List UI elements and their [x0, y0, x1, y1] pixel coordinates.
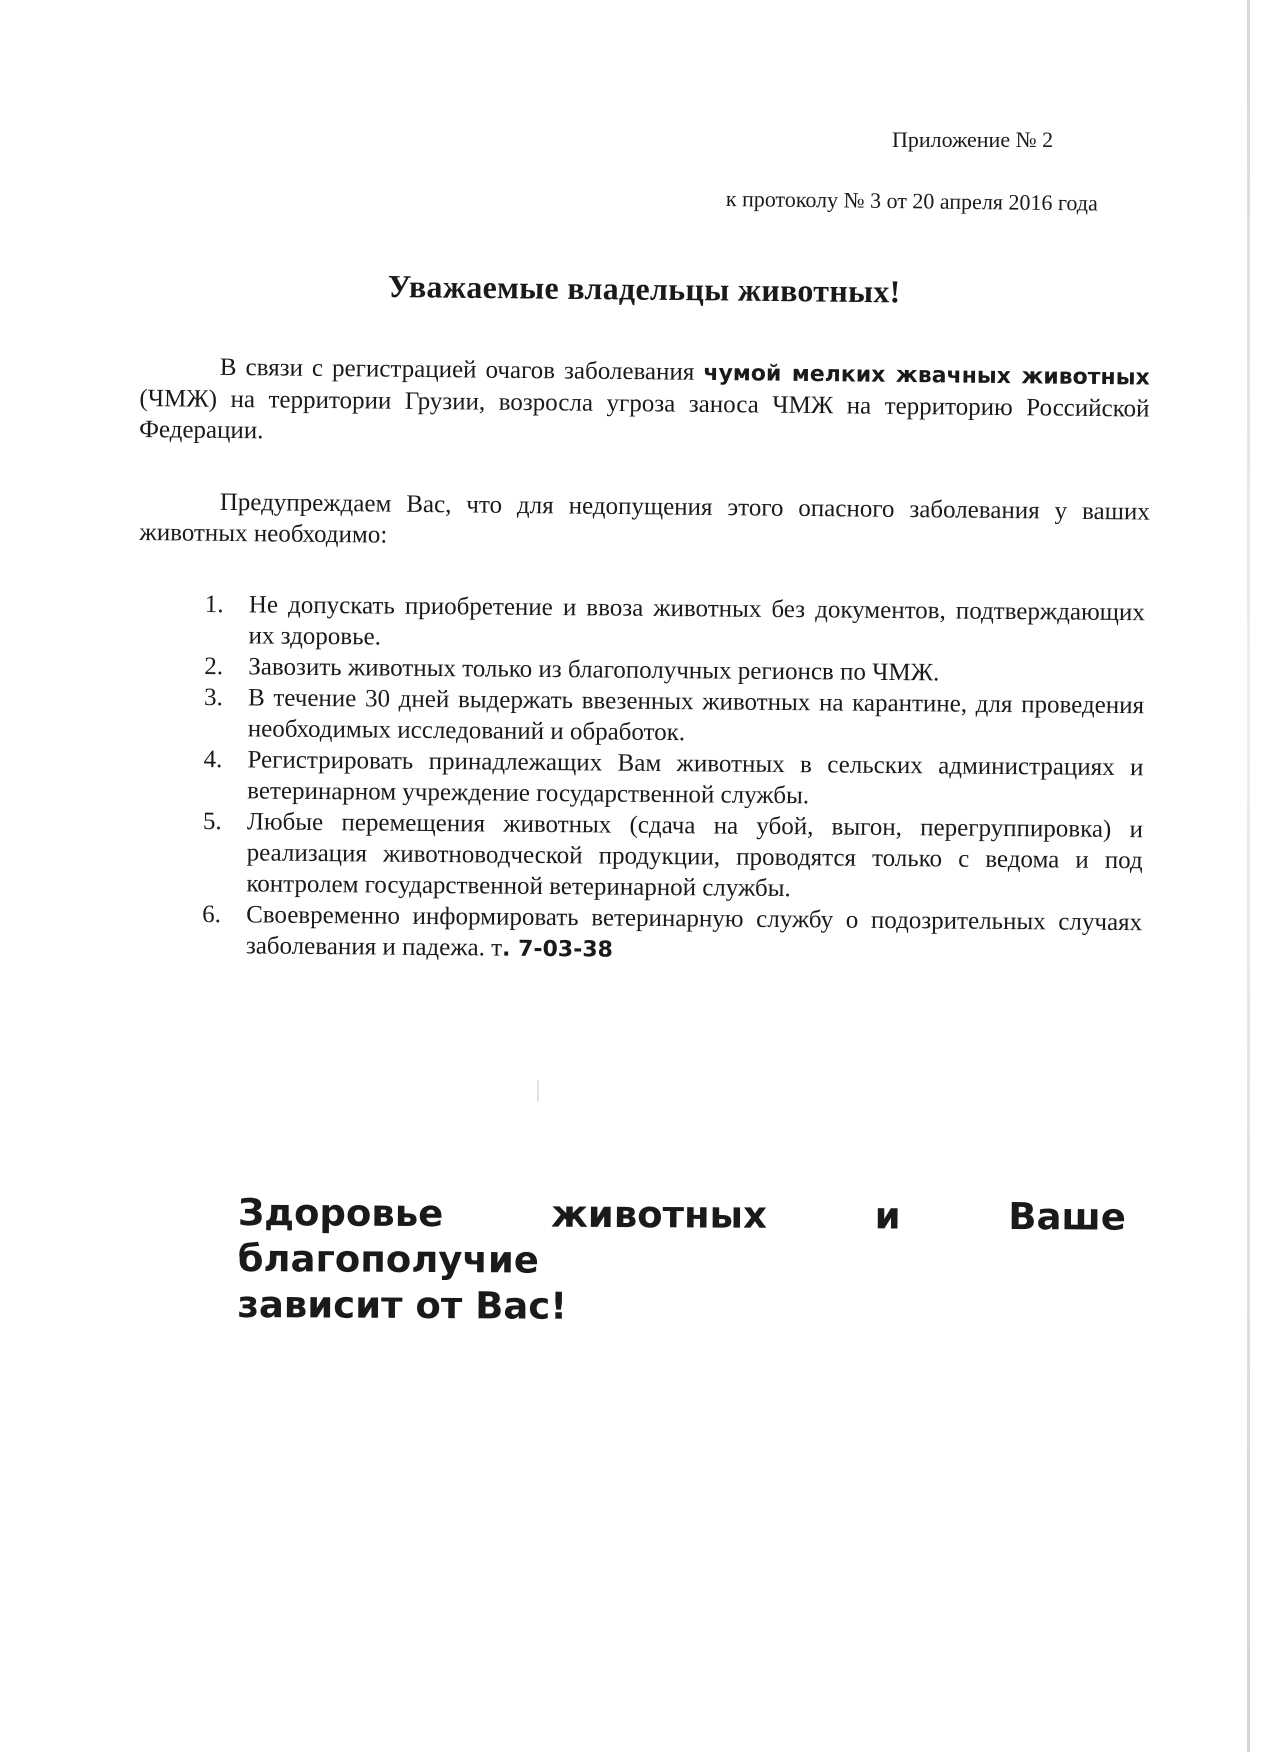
list-item-text: В течение 30 дней выдержать ввезенных животных на карантине, для проведения необходимых исследований и обработок.	[247, 684, 1145, 747]
paragraph-warning: Предупреждаем Вас, что для недопущения этого опасного заболевания у ваших животных необходимо:	[139, 488, 1150, 549]
list-item-text: Не допускать приобретение и ввоза животных без документов, подтверждающих их здоровье.	[248, 591, 1145, 651]
requirements-list	[202, 589, 1145, 970]
document-title: Уважаемые владельцы животных!	[387, 268, 901, 310]
closing-line-1: Здоровье животных и Ваше благополучие	[237, 1191, 1126, 1282]
closing-line-2: зависит от Вас!	[237, 1282, 568, 1328]
list-item-number: 6.	[202, 900, 222, 929]
list-item-number: 1.	[204, 590, 224, 619]
list-item	[202, 806, 1143, 907]
phone-number: . 7-03-38	[501, 936, 614, 963]
list-item-text: Регистрировать принадлежащих Вам животных в сельских администрациях и ветеринарном учреждение государственной службы.	[247, 746, 1144, 810]
list-item-text: Завозить животных только из благополучных регионсв по ЧМЖ.	[248, 653, 940, 687]
list-item-text: Своевременно информировать ветеринарную службу о подозрительных случаях заболевания и падежа. т	[245, 901, 1143, 962]
list-item-number: 5.	[202, 807, 222, 836]
list-item	[202, 899, 1143, 970]
paragraph-intro	[139, 351, 1150, 456]
list-item	[204, 682, 1145, 752]
list-item	[203, 744, 1144, 814]
disease-name: чумой мелких жвачных животных	[703, 360, 1150, 391]
appendix-label: Приложение № 2	[892, 127, 1054, 152]
protocol-reference: к протоколу № 3 от 20 апреля 2016 года	[725, 186, 1098, 216]
list-item-number: 3.	[203, 683, 223, 712]
paragraph-intro-rest: (ЧМЖ) на территории Грузии, возросла угроза заноса ЧМЖ на территорию Российской Федерации.	[139, 384, 1150, 445]
paragraph-intro-text: В связи с регистрацией очагов заболевания	[219, 353, 704, 386]
list-item-number: 2.	[204, 652, 224, 681]
scan-edge	[1247, 0, 1250, 1752]
list-item-text: Любые перемещения животных (сдача на убой, выгон, перегруппировка) и реализация животноводческой продукции, проводятся только с ведома и под контролем государственной ветеринарной службы.	[246, 808, 1144, 903]
closing-slogan	[237, 1190, 1126, 1333]
list-item-text-with-phone	[246, 899, 1143, 970]
scan-artifact	[537, 1080, 539, 1102]
list-item	[204, 589, 1145, 659]
list-item-number: 4.	[203, 745, 223, 774]
